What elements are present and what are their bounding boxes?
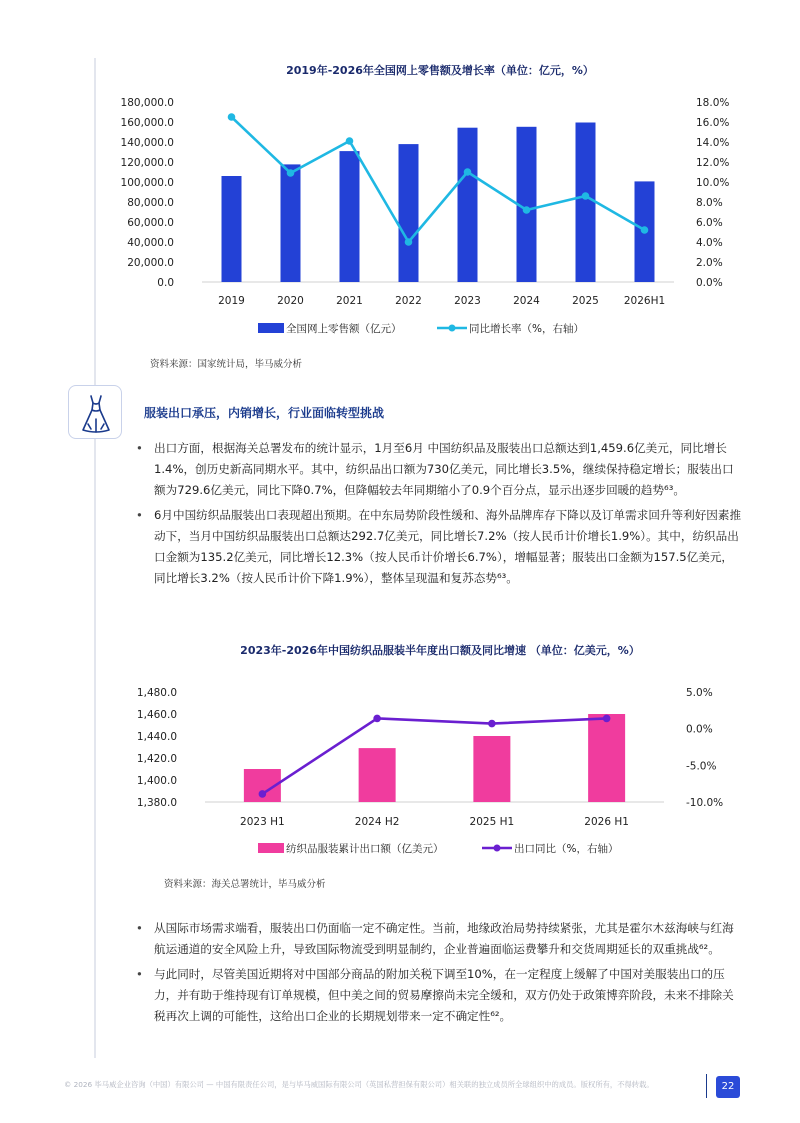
bar	[222, 176, 242, 282]
y-tick-label: 40,000.0	[127, 237, 174, 249]
x-tick-label: 2024	[513, 295, 540, 307]
x-tick-label: 2021	[336, 295, 363, 307]
y-tick-label: 60,000.0	[127, 217, 174, 229]
y-tick-label: 120,000.0	[120, 157, 174, 169]
bar	[588, 714, 625, 802]
bullet-item: • 6月中国纺织品服装出口表现超出预期。在中东局势阶段性缓和、海外品牌库存下降以及订单需求回升等利好因素推动下，当月中国纺织品服装出口总额达292.7亿美元，同比增长7.2%（按人民币计价增长1.9%）。其中，纺织品出口金额为135.2亿美元，同比增长12.3%（按人民币计价增长6.7%），增幅显著；服装出口金额为157.5亿美元，同比增长3.2%（按人民币计价下降1.9%），整体呈现温和复苏态势⁶³。	[132, 505, 744, 589]
line-point	[582, 192, 590, 200]
y-tick-label: 160,000.0	[120, 117, 174, 129]
line-point	[464, 168, 472, 176]
legend-swatch-bar	[258, 323, 284, 333]
legend-swatch-point	[449, 325, 456, 332]
legend-swatch-bar	[258, 843, 284, 853]
legend-label: 出口同比（%，右轴）	[514, 843, 619, 855]
section-heading: 服装出口承压，内销增长，行业面临转型挑战	[144, 406, 385, 420]
x-tick-label: 2025 H1	[469, 816, 515, 828]
x-tick-label: 2019	[218, 295, 245, 307]
y-tick-label: 1,440.0	[136, 731, 177, 743]
x-tick-label: 2024 H2	[354, 816, 400, 828]
line-point	[228, 113, 236, 121]
y2-tick-label: 8.0%	[696, 197, 723, 209]
chart2-svg	[0, 672, 800, 882]
chart2-source: 资料来源：海关总署统计，毕马威分析	[164, 879, 326, 890]
line-point	[287, 169, 295, 177]
legend-label: 纺织品服装累计出口额（亿美元）	[286, 843, 444, 855]
x-tick-label: 2022	[395, 295, 422, 307]
footer-divider	[706, 1074, 707, 1098]
y-tick-label: 0.0	[157, 277, 174, 289]
y2-tick-label: 6.0%	[696, 217, 723, 229]
y2-tick-label: -10.0%	[686, 797, 724, 809]
footer-copyright: © 2026 毕马威企业咨询（中国）有限公司 — 中国有限责任公司，是与毕马威国际有限公司（英国私营担保有限公司）相关联的独立成员所全球组织中的成员。版权所有，不得转载。	[64, 1080, 654, 1089]
chart1-source: 资料来源：国家统计局，毕马威分析	[150, 359, 303, 370]
y-tick-label: 140,000.0	[120, 137, 174, 149]
line-point	[346, 137, 354, 145]
x-tick-label: 2025	[572, 295, 599, 307]
legend-swatch-point	[494, 845, 501, 852]
y2-tick-label: 0.0%	[686, 723, 713, 736]
chart1-title: 2019年-2026年全国网上零售额及增长率（单位：亿元，%）	[286, 64, 594, 77]
x-tick-label: 2026H1	[623, 295, 666, 307]
y-tick-label: 1,480.0	[136, 687, 177, 699]
y2-tick-label: 0.0%	[696, 277, 723, 289]
y2-tick-label: -5.0%	[686, 760, 717, 773]
line-point	[641, 226, 649, 234]
chart2-title: 2023年-2026年中国纺织品服装半年度出口额及同比增速 （单位：亿美元，%）	[240, 644, 640, 657]
bullet-list-bottom	[132, 918, 744, 1031]
x-tick-label: 2020	[277, 295, 304, 307]
x-tick-label: 2026 H1	[584, 816, 629, 828]
bar	[576, 123, 596, 283]
y-tick-label: 20,000.0	[127, 257, 174, 269]
line-point	[603, 715, 611, 723]
bar	[458, 128, 478, 282]
line-point	[523, 206, 531, 214]
y-tick-label: 180,000.0	[120, 97, 174, 109]
y2-tick-label: 4.0%	[696, 237, 723, 249]
page-number: 22	[716, 1076, 740, 1098]
x-tick-label: 2023	[454, 295, 481, 307]
bar	[399, 144, 419, 282]
bar	[473, 736, 510, 802]
legend-label: 全国网上零售额（亿元）	[286, 323, 402, 335]
bar	[340, 151, 360, 282]
bullet-item: • 与此同时，尽管美国近期将对中国部分商品的附加关税下调至10%，在一定程度上缓解了中国对美服装出口的压力，并有助于维持现有订单规模，但中美之间的贸易摩擦尚未完全缓和，双方仍处于政策博弈阶段，未来不排除关税再次上调的可能性，这给出口企业的长期规划带来一定不确定性⁶²。	[132, 964, 744, 1027]
line-point	[259, 790, 267, 798]
bullet-item: • 从国际市场需求端看，服装出口仍面临一定不确定性。当前，地缘政治局势持续紧张，尤其是霍尔木兹海峡与红海航运通道的安全风险上升，导致国际物流受到明显制约，企业普遍面临运费攀升和交货周期延长的双重挑战⁶²。	[132, 918, 744, 960]
y-tick-label: 1,460.0	[136, 709, 177, 721]
series-line	[262, 718, 606, 794]
line-point	[488, 720, 496, 728]
y-tick-label: 1,400.0	[136, 775, 177, 787]
bullet-list-top	[132, 438, 744, 593]
y2-tick-label: 2.0%	[696, 257, 723, 269]
x-tick-label: 2023 H1	[240, 816, 285, 828]
dress-icon	[68, 385, 122, 439]
y2-tick-label: 5.0%	[686, 687, 713, 699]
y-tick-label: 1,380.0	[136, 797, 177, 809]
y2-tick-label: 12.0%	[696, 157, 730, 169]
bar	[281, 164, 301, 282]
line-point	[405, 238, 413, 246]
y2-tick-label: 18.0%	[696, 97, 730, 109]
bullet-item: • 出口方面，根据海关总署发布的统计显示，1月至6月 中国纺织品及服装出口总额达到1,459.6亿美元，同比增长1.4%，创历史新高同期水平。其中，纺织品出口额为730亿美元，同比增长3.5%，继续保持稳定增长；服装出口额为729.6亿美元，同比下降0.7%，但降幅较去年同期缩小了0.9个百分点，显示出逐步回暖的趋势⁶³。	[132, 438, 744, 501]
y-tick-label: 100,000.0	[120, 177, 174, 189]
bar	[359, 748, 396, 802]
y2-tick-label: 10.0%	[696, 177, 730, 189]
y2-tick-label: 14.0%	[696, 137, 730, 149]
y2-tick-label: 16.0%	[696, 117, 730, 129]
legend-label: 同比增长率（%，右轴）	[469, 323, 584, 335]
y-tick-label: 80,000.0	[127, 197, 174, 209]
y-tick-label: 1,420.0	[136, 753, 177, 765]
line-point	[373, 715, 381, 723]
